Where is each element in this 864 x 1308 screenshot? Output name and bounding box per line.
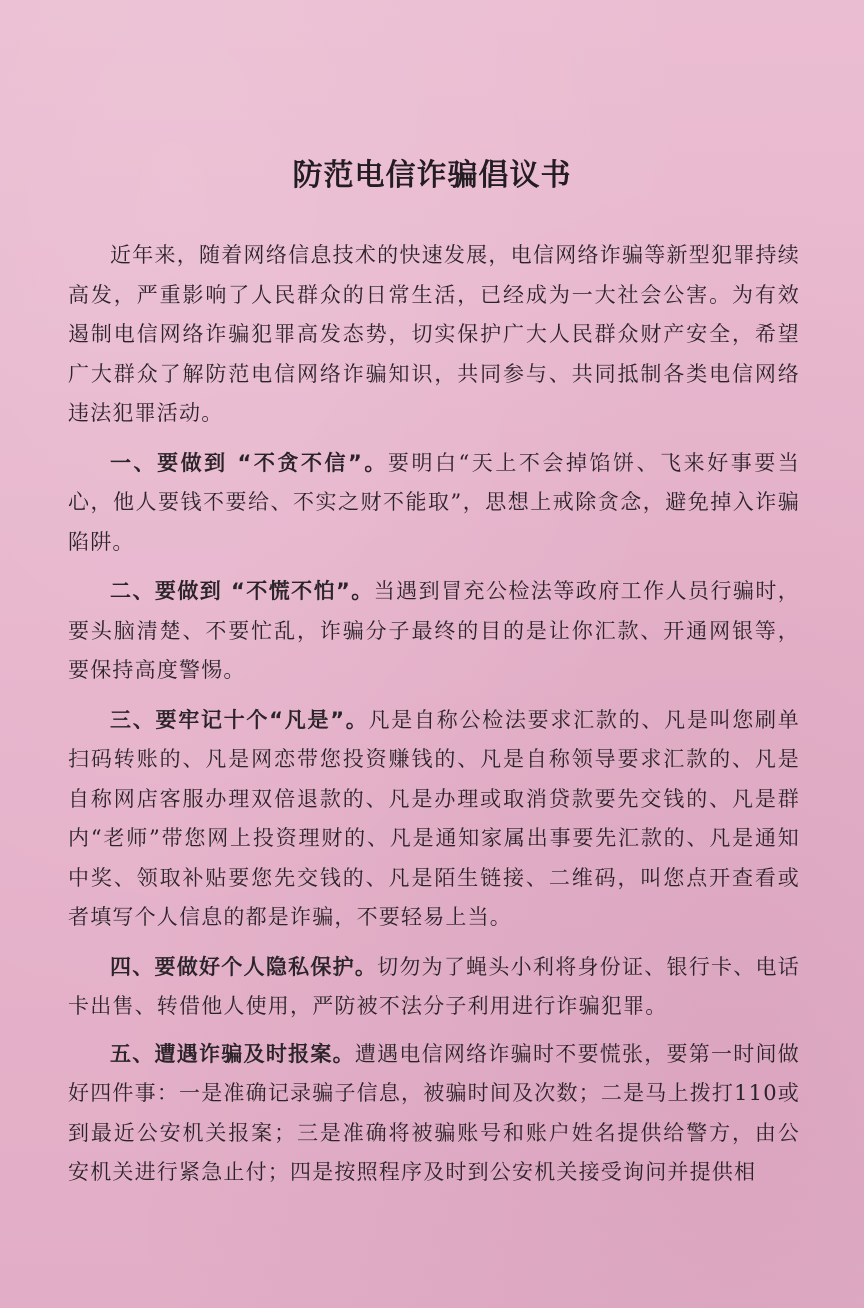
point-3-paragraph xyxy=(68,701,800,938)
paragraph-text: 近年来，随着网络信息技术的快速发展，电信网络诈骗等新型犯罪持续高发，严重影响了人民群众的日常生活，已经成为一大社会公害。为有效遏制电信网络诈骗犯罪高发态势，切实保护广大人民群众财产安全，希望广大群众了解防范电信网络诈骗知识，共同参与、共同抵制各类电信网络违法犯罪活动。 xyxy=(68,243,800,425)
document-title: 防范电信诈骗倡议书 xyxy=(292,158,572,193)
paragraph-heading: 一、要做到 “不贪不信”。 xyxy=(110,450,388,475)
document-body xyxy=(68,236,800,1205)
paragraph-text: 要明白“天上不会掉馅饼、飞来好事要当心，他人要钱不要给、不实之财不能取”，思想上戒除贪念，避免掉入诈骗陷阱。 xyxy=(68,450,801,554)
paragraph-text: 切勿为了蝇头小利将身份证、银行卡、电话卡出售、转借他人使用，严防被不法分子利用进行诈骗犯罪。 xyxy=(68,954,800,1018)
paragraph-text: 当遇到冒充公检法等政府工作人员行骗时，要头脑清楚、不要忙乱，诈骗分子最终的目的是让你汇款、开通网银等，要保持高度警惕。 xyxy=(68,579,800,682)
paragraph-heading: 二、要做到 “不慌不怕”。 xyxy=(110,579,374,603)
paragraph-heading: 三、要牢记十个“凡是”。 xyxy=(110,707,369,732)
paragraph-heading: 五、遭遇诈骗及时报案。 xyxy=(110,1041,355,1066)
intro-paragraph xyxy=(68,236,800,434)
paragraph-text: 遭遇电信网络诈骗时不要慌张，要第一时间做好四件事：一是准确记录骗子信息，被骗时间及次数；二是马上拨打110或到最近公安机关报案；三是准确将被骗账号和账户姓名提供给警方，由公安机关进行紧急止付；四是按照程序及时到公安机关接受询问并提供相 xyxy=(68,1041,800,1184)
paragraph-heading: 四、要做好个人隐私保护。 xyxy=(110,954,378,979)
paragraph-text: 凡是自称公检法要求汇款的、凡是叫您刷单扫码转账的、凡是网恋带您投资赚钱的、凡是自称领导要求汇款的、凡是自称网店客服办理双倍退款的、凡是办理或取消贷款要先交钱的、凡是群内“老师”带您网上投资理财的、凡是通知家属出事要先汇款的、凡是通知中奖、领取补贴要您先交钱的、凡是陌生链接、二维码，叫您点开查看或者填写个人信息的都是诈骗，不要轻易上当。 xyxy=(68,707,800,929)
point-4-paragraph xyxy=(68,948,800,1027)
point-1-paragraph xyxy=(68,444,800,563)
point-2-paragraph xyxy=(68,572,800,691)
point-5-paragraph xyxy=(68,1035,800,1193)
